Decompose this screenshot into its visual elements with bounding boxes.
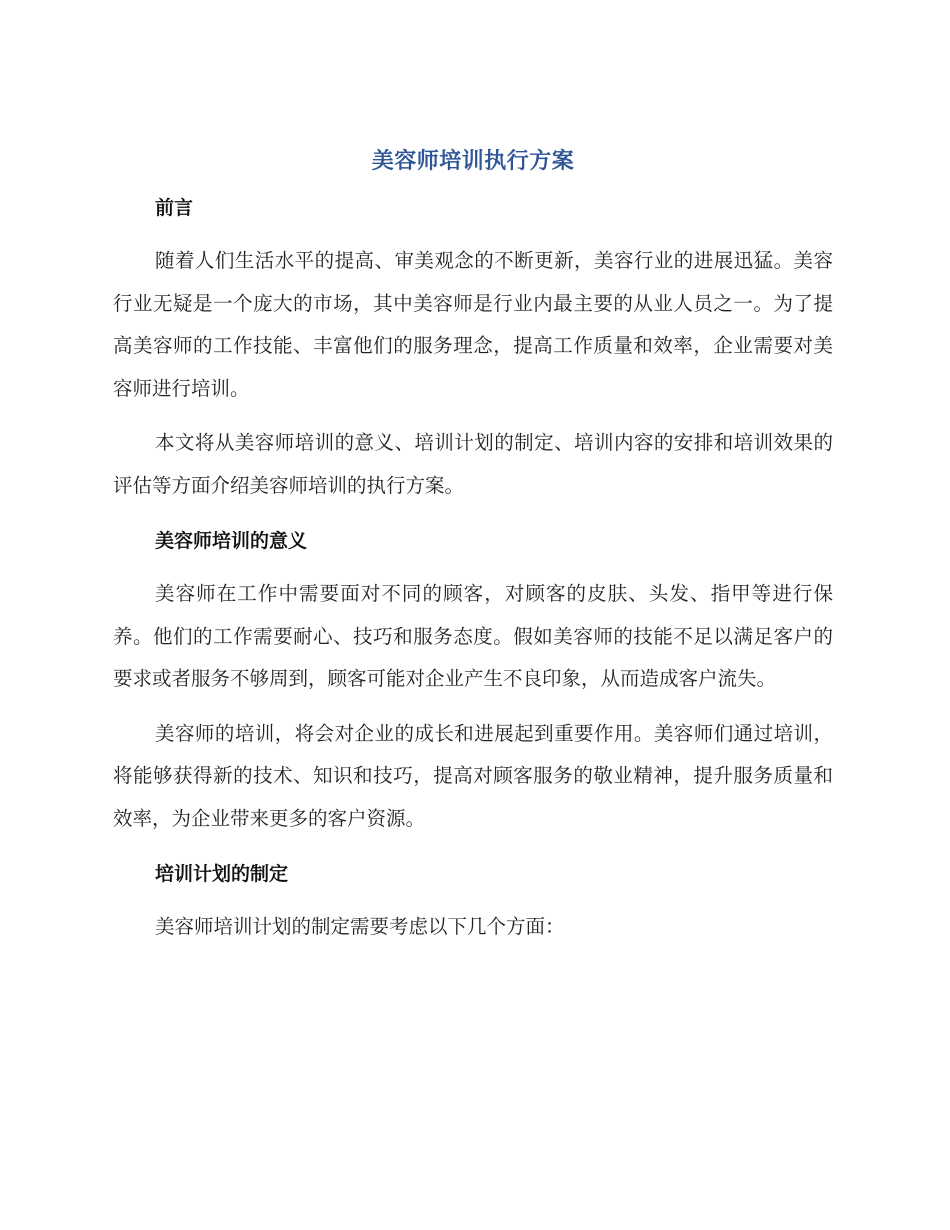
paragraph: 美容师培训计划的制定需要考虑以下几个方面：: [155, 915, 565, 938]
document-title: 美容师培训执行方案: [371, 149, 575, 174]
document-body: [113, 140, 833, 961]
paragraph: 本文将从美容师培训的意义、培训计划的制定、培训内容的安排和培训效果的评估等方面介绍美容师培训的执行方案。: [113, 431, 833, 497]
paragraph: 美容师在工作中需要面对不同的顾客，对顾客的皮肤、头发、指甲等进行保养。他们的工作需要耐心、技巧和服务态度。假如美容师的技能不足以满足客户的要求或者服务不够周到，顾客可能对企业产生不良印象，从而造成客户流失。: [113, 582, 833, 690]
paragraph: 美容师的培训，将会对企业的成长和进展起到重要作用。美容师们通过培训，将能够获得新的技术、知识和技巧，提高对顾客服务的敬业精神，提升服务质量和效率，为企业带来更多的客户资源。: [113, 721, 833, 830]
section-heading: 培训计划的制定: [155, 863, 289, 885]
section-significance: [113, 527, 833, 840]
section-heading: 美容师培训的意义: [155, 530, 308, 552]
section-heading: 前言: [155, 197, 194, 219]
section-preface: [113, 194, 833, 507]
section-training-plan: [113, 860, 833, 949]
paragraph: 随着人们生活水平的提高、审美观念的不断更新，美容行业的进展迅猛。美容行业无疑是一个庞大的市场，其中美容师是行业内最主要的从业人员之一。为了提高美容师的工作技能、丰富他们的服务理念，提高工作质量和效率，企业需要对美容师进行培训。: [113, 249, 833, 400]
